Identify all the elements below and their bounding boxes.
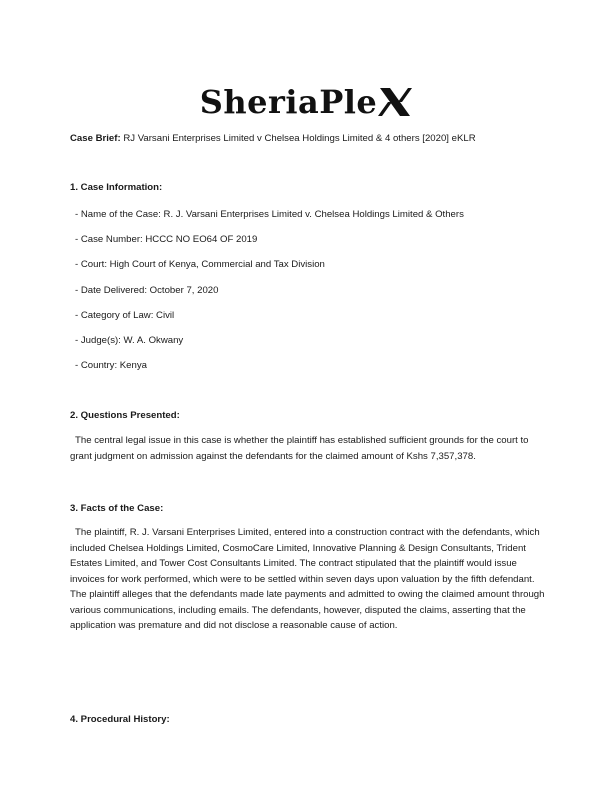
section-heading-facts: 3. Facts of the Case: <box>70 503 164 514</box>
case-brief-title: RJ Varsani Enterprises Limited v Chelsea Holdings Limited & 4 others [2020] eKLR <box>123 133 476 144</box>
case-info-court: - Court: High Court of Kenya, Commercial and Tax Division <box>75 259 325 270</box>
case-info-judge: - Judge(s): W. A. Okwany <box>75 335 184 346</box>
section-heading-case-information: 1. Case Information: <box>70 182 163 193</box>
logo-text: SheriaPle <box>199 83 378 121</box>
questions-presented-text: The central legal issue in this case is whether the plaintiff has established sufficient grounds for the court to grant judgment on admission against the defendants for the claimed amount of Kshs 7,357,378. <box>70 435 529 462</box>
case-info-country: - Country: Kenya <box>75 360 147 371</box>
case-brief-label: Case Brief: <box>70 133 121 144</box>
x-mark-icon <box>378 85 412 119</box>
section-heading-questions-presented: 2. Questions Presented: <box>70 410 180 421</box>
case-info-category: - Category of Law: Civil <box>75 310 175 321</box>
case-info-name: - Name of the Case: R. J. Varsani Enterprises Limited v. Chelsea Holdings Limited & Others <box>75 209 464 220</box>
case-info-date: - Date Delivered: October 7, 2020 <box>75 285 219 296</box>
sheriaplex-logo <box>0 78 612 126</box>
facts-text: The plaintiff, R. J. Varsani Enterprises Limited, entered into a construction contract with the defendants, which included Chelsea Holdings Limited, CosmoCare Limited, Innovative Planning & Design Consultants, Trident Estates Limited, and Tower Cost Consultants Limited. The contract stipulated that the plaintiff would issue invoices for work performed, which were to be settled within seven days upon valuation by the fifth defendant. The plaintiff alleges that the defendants made late payments and admitted to owing the claimed amount through various communications, including emails. The defendants, however, disputed the claims, asserting that the application was premature and did not disclose a reasonable cause of action. <box>70 527 545 631</box>
case-info-number: - Case Number: HCCC NO EO64 OF 2019 <box>75 234 258 245</box>
section-heading-procedural-history: 4. Procedural History: <box>70 714 170 725</box>
case-brief-line <box>70 132 550 145</box>
